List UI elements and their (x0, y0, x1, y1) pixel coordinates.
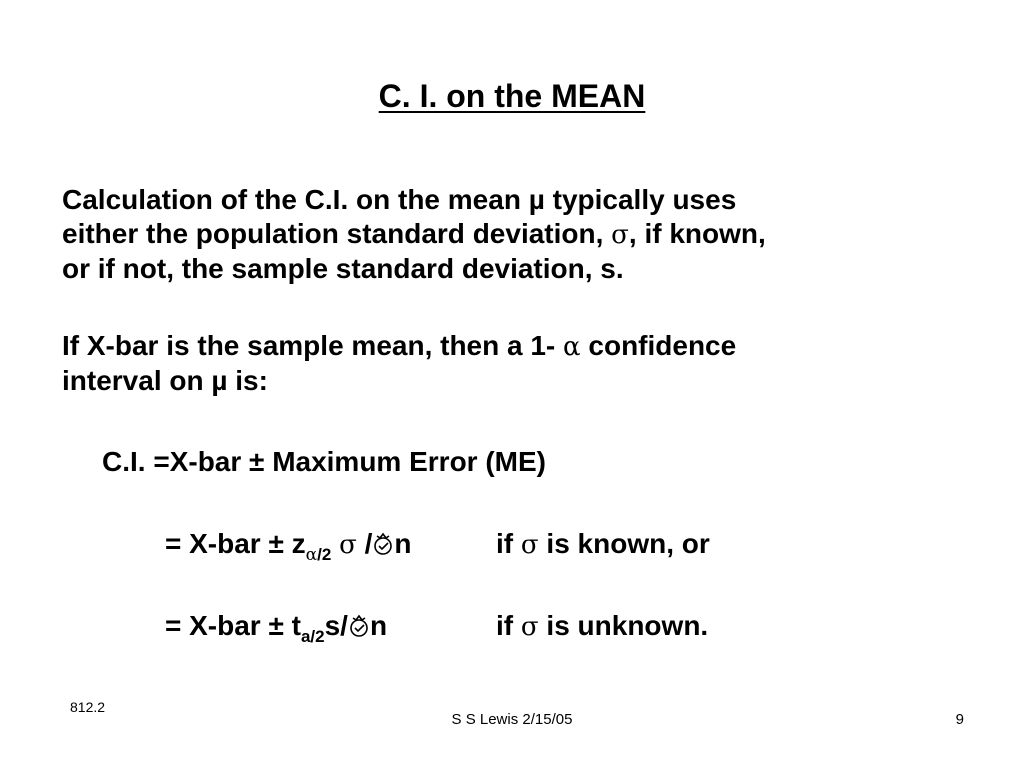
formula2-cond-sigma: σ (520, 612, 539, 642)
formula2-cond-if: if (496, 610, 521, 641)
formula1-cond-sigma: σ (520, 530, 539, 560)
formula2-subscript: a/2 (300, 627, 325, 646)
footer-course-number: 812.2 (70, 699, 106, 715)
para1-line2 (62, 217, 1022, 252)
para1-line2-b: , if known, (628, 218, 766, 249)
formula-known-sigma (165, 527, 412, 572)
sigma-symbol: σ (611, 220, 629, 250)
formula-unknown-sigma (165, 609, 387, 654)
para1-line1: Calculation of the C.I. on the mean µ typically uses (62, 184, 737, 215)
formula1-condition (496, 527, 710, 562)
formula1-n: n (394, 528, 412, 559)
alpha-subscript-symbol: α (305, 545, 318, 565)
formula1-subscript-text: /2 (317, 545, 332, 564)
formula1-cond-rest: is known, or (538, 528, 710, 559)
ci-definition: C.I. =X-bar ± Maximum Error (ME) (102, 446, 547, 477)
para1-line3: or if not, the sample standard deviation, s. (62, 253, 624, 284)
formula2-n: n (369, 610, 388, 641)
formula1-lead: = X-bar ± z (165, 528, 306, 559)
square-root-icon (372, 532, 394, 556)
formula1-cond-if: if (496, 528, 521, 559)
formula1-sigma: σ (339, 530, 357, 560)
formula2-condition (496, 609, 708, 644)
formula2-cond-rest: is unknown. (538, 610, 709, 641)
square-root-icon (348, 614, 370, 638)
formula2-s: s/ (324, 610, 348, 641)
paragraph-interval (62, 329, 1022, 398)
para2-line1 (62, 329, 1022, 364)
para2-line1-a: If X-bar is the sample mean, then a 1- (62, 330, 564, 361)
alpha-symbol: α (563, 332, 581, 362)
formula1-subscript (306, 545, 332, 564)
footer-author-date: S S Lewis 2/15/05 (451, 711, 573, 728)
formula2-lead: = X-bar ± t (165, 610, 301, 641)
slide-title-text: C. I. on the MEAN (378, 78, 646, 114)
para2-line2: interval on µ is: (62, 365, 268, 396)
formula1-slash: / (356, 528, 373, 559)
para2-line1-b: confidence (580, 330, 737, 361)
slide-title (0, 76, 1024, 116)
para1-line2-a: either the population standard deviation, (62, 218, 612, 249)
paragraph-calculation (62, 183, 1022, 286)
footer-page-number: 9 (955, 711, 964, 728)
